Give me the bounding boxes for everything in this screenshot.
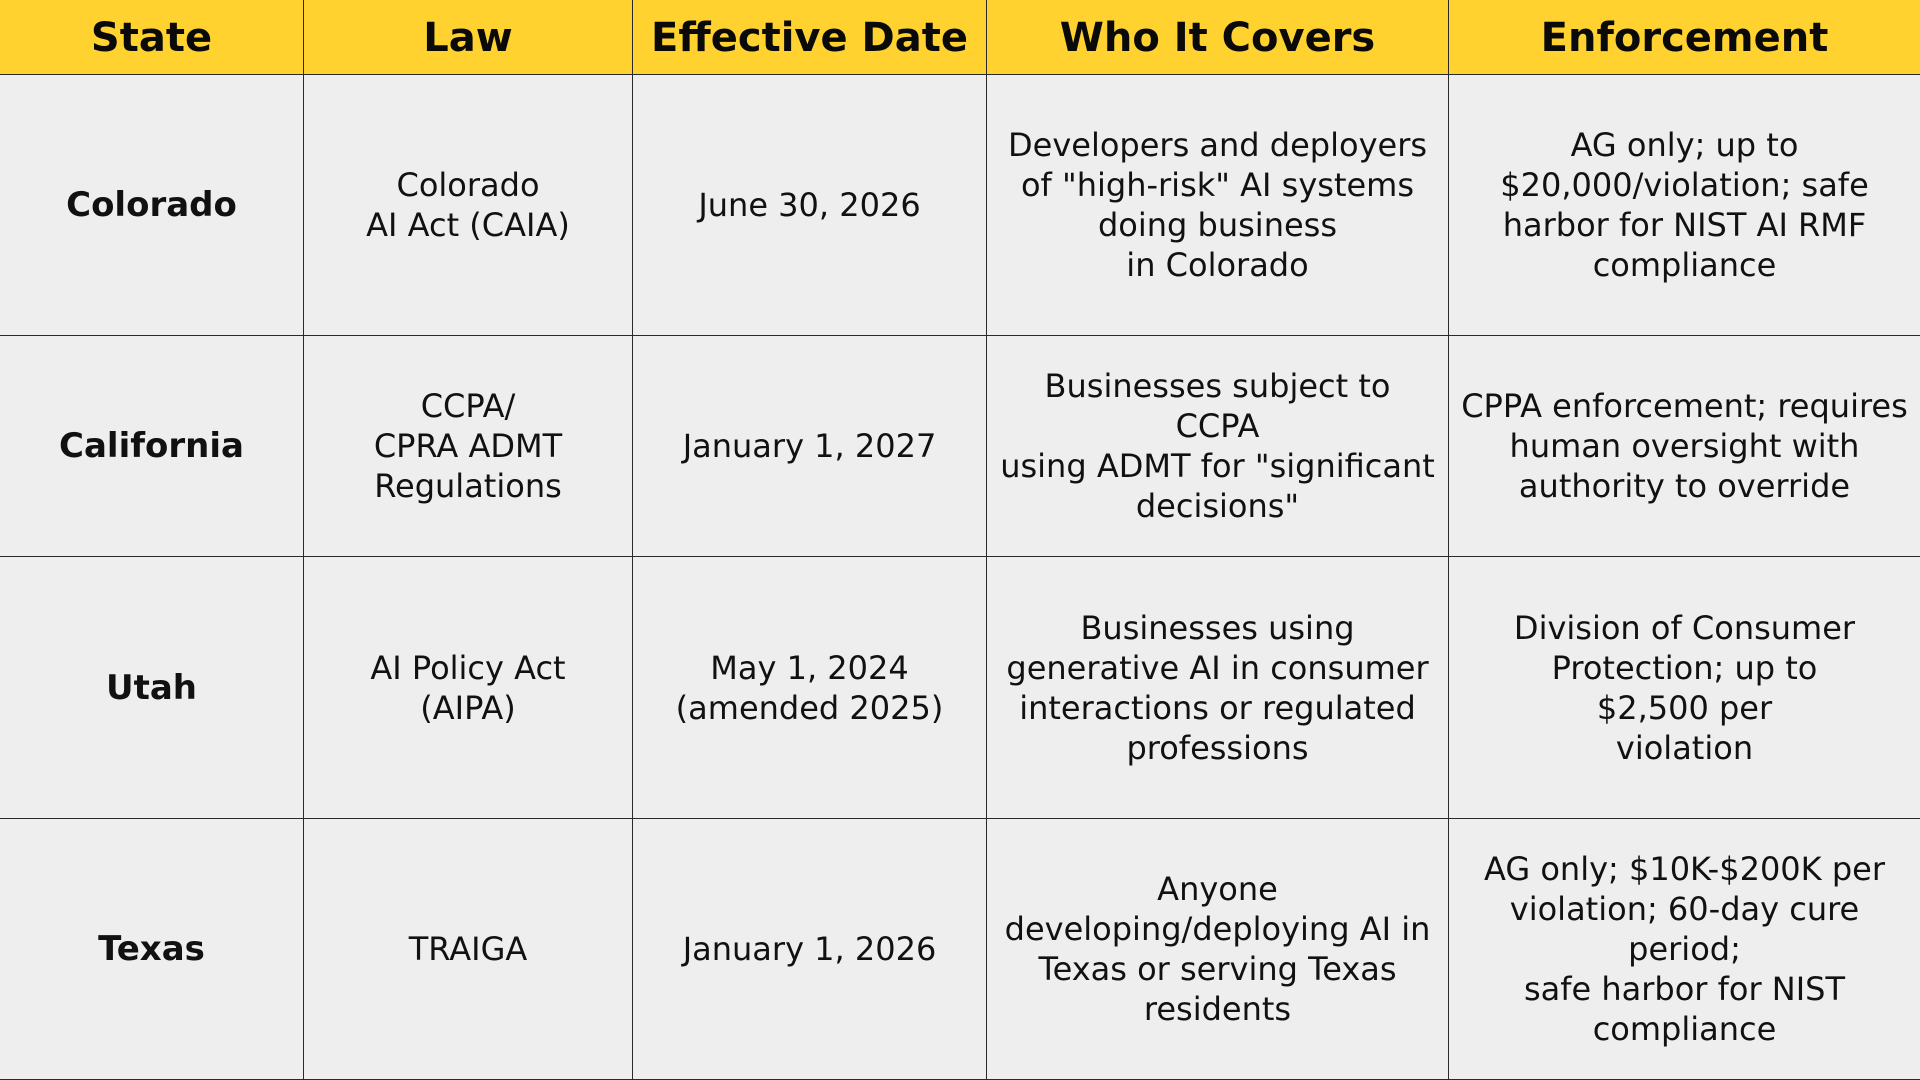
row-utah-enforcement: Division of Consumer Protection; up to $2,500 per violation (1449, 557, 1920, 819)
row-texas-law: TRAIGA (304, 819, 633, 1080)
header-law: Law (304, 0, 633, 75)
row-california-effective-date: January 1, 2027 (633, 336, 987, 557)
row-california-law: CCPA/ CPRA ADMT Regulations (304, 336, 633, 557)
header-enforcement: Enforcement (1449, 0, 1920, 75)
row-colorado-effective-date: June 30, 2026 (633, 75, 987, 336)
row-california-who-it-covers: Businesses subject to CCPA using ADMT for "significant decisions" (987, 336, 1449, 557)
row-texas-who-it-covers: Anyone developing/deploying AI in Texas or serving Texas residents (987, 819, 1449, 1080)
row-texas-state: Texas (0, 819, 304, 1080)
row-utah-who-it-covers: Businesses using generative AI in consumer interactions or regulated professions (987, 557, 1449, 819)
header-state: State (0, 0, 304, 75)
row-colorado-who-it-covers: Developers and deployers of "high-risk" AI systems doing business in Colorado (987, 75, 1449, 336)
row-colorado-enforcement: AG only; up to $20,000/violation; safe harbor for NIST AI RMF compliance (1449, 75, 1920, 336)
header-effective-date: Effective Date (633, 0, 987, 75)
row-california-enforcement: CPPA enforcement; requires human oversight with authority to override (1449, 336, 1920, 557)
row-colorado-law: Colorado AI Act (CAIA) (304, 75, 633, 336)
row-utah-state: Utah (0, 557, 304, 819)
row-colorado-state: Colorado (0, 75, 304, 336)
row-california-state: California (0, 336, 304, 557)
row-texas-effective-date: January 1, 2026 (633, 819, 987, 1080)
row-utah-effective-date: May 1, 2024 (amended 2025) (633, 557, 987, 819)
row-texas-enforcement: AG only; $10K-$200K per violation; 60-day cure period; safe harbor for NIST compliance (1449, 819, 1920, 1080)
row-utah-law: AI Policy Act (AIPA) (304, 557, 633, 819)
header-who-it-covers: Who It Covers (987, 0, 1449, 75)
